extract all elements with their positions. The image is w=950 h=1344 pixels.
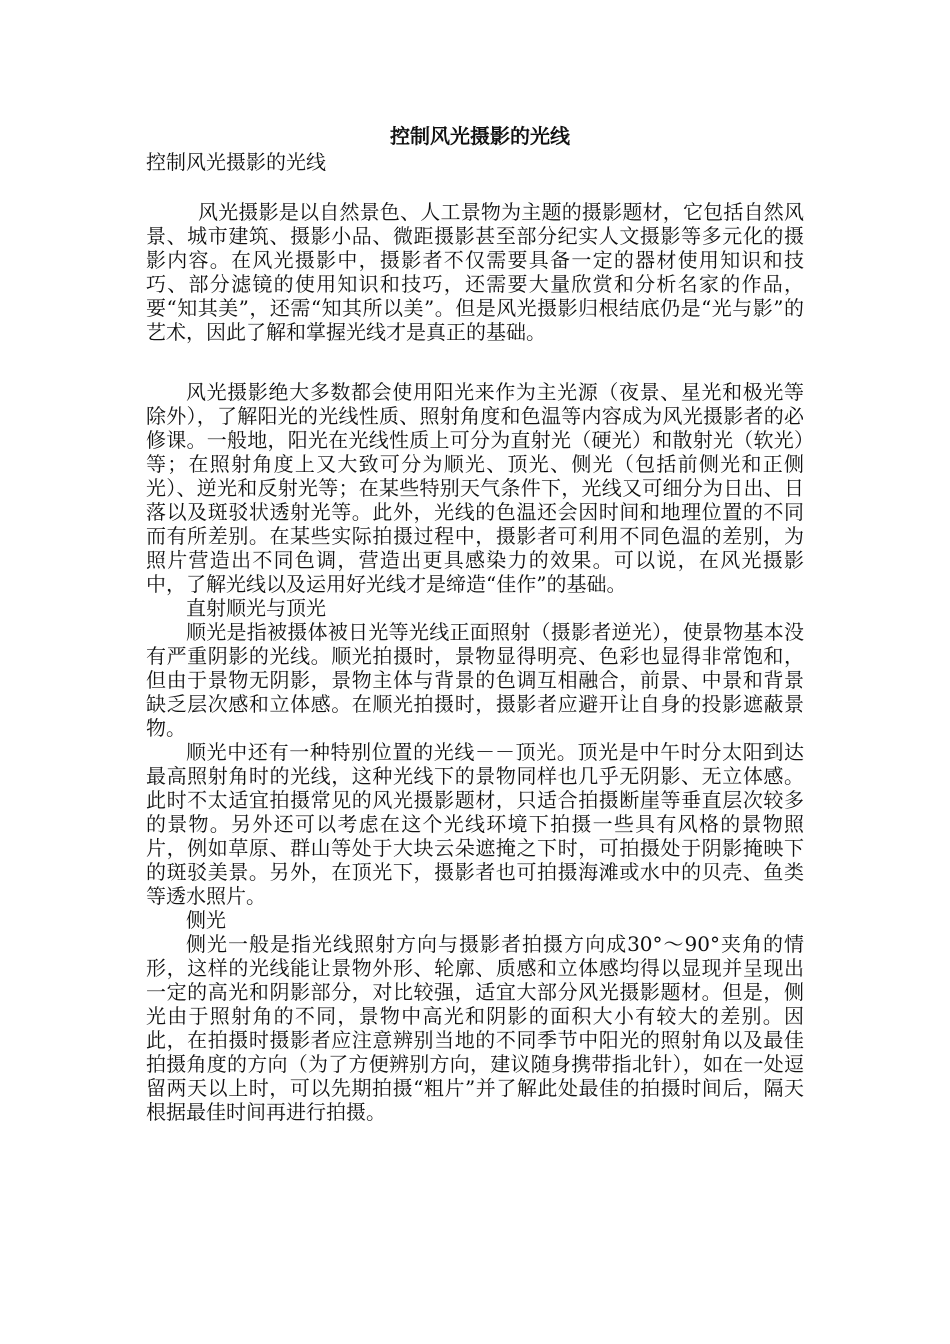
document-body [146, 122, 804, 1124]
blank-line [146, 176, 804, 200]
side-light-paragraph: 侧光一般是指光线照射方向与摄影者拍摄方向成30°～90°夹角的情形，这样的光线能让景物外形、轮廓、质感和立体感均得以显现并呈现出一定的高光和阴影部分，对比较强，适宜大部分风光摄影题材。但是，侧光由于照射角的不同，景物中高光和阴影的面积大小有较大的差别。因此，在拍摄时摄影者应注意辨别当地的不同季节中阳光的照射角以及最佳拍摄角度的方向（为了方便辨别方向，建议随身携带指北针），如在一处逗留两天以上时，可以先期拍摄“粗片”并了解此处最佳的拍摄时间后，隔天根据最佳时间再进行拍摄。 [146, 932, 804, 1124]
light-overview-paragraph: 风光摄影绝大多数都会使用阳光来作为主光源（夜景、星光和极光等除外），了解阳光的光线性质、照射角度和色温等内容成为风光摄影者的必修课。一般地，阳光在光线性质上可分为直射光（硬光）和散射光（软光）等；在照射角度上又大致可分为顺光、顶光、侧光（包括前侧光和正侧光）、逆光和反射光等；在某些特别天气条件下，光线又可细分为日出、日落以及斑驳状透射光等。此外，光线的色温还会因时间和地理位置的不同而有所差别。在某些实际拍摄过程中，摄影者可利用不同色温的差别，为照片营造出不同色调，营造出更具感染力的效果。可以说，在风光摄影中，了解光线以及运用好光线才是缔造“佳作”的基础。 [146, 380, 804, 596]
section-heading-front-top-light: 直射顺光与顶光 [186, 596, 326, 620]
page-title: 控制风光摄影的光线 [390, 124, 570, 148]
front-light-paragraph: 顺光是指被摄体被日光等光线正面照射（摄影者逆光），使景物基本没有严重阴影的光线。顺光拍摄时，景物显得明亮、色彩也显得非常饱和，但由于景物无阴影，景物主体与背景的色调互相融合，前景、中景和背景缺乏层次感和立体感。在顺光拍摄时，摄影者应避开让自身的投影遮蔽景物。 [146, 620, 804, 740]
page-subtitle: 控制风光摄影的光线 [146, 150, 326, 174]
intro-paragraph: 风光摄影是以自然景色、人工景物为主题的摄影题材，它包括自然风景、城市建筑、摄影小品、微距摄影甚至部分纪实人文摄影等多元化的摄影内容。在风光摄影中，摄影者不仅需要具备一定的器材使用知识和技巧、部分滤镜的使用知识和技巧，还需要大量欣赏和分析名家的作品，要“知其美”，还需“知其所以美”。但是风光摄影归根结底仍是“光与影”的艺术，因此了解和掌握光线才是真正的基础。 [146, 200, 804, 344]
section-heading-side-light: 侧光 [186, 908, 226, 932]
blank-line [146, 344, 804, 380]
top-light-paragraph: 顺光中还有一种特别位置的光线－－顶光。顶光是中午时分太阳到达最高照射角时的光线，这种光线下的景物同样也几乎无阴影、无立体感。此时不太适宜拍摄常见的风光摄影题材，只适合拍摄断崖等垂直层次较多的景物。另外还可以考虑在这个光线环境下拍摄一些具有风格的景物照片，例如草原、群山等处于大块云朵遮掩之下时，可拍摄处于阴影掩映下的斑驳美景。另外，在顶光下，摄影者也可拍摄海滩或水中的贝壳、鱼类等透水照片。 [146, 740, 804, 908]
